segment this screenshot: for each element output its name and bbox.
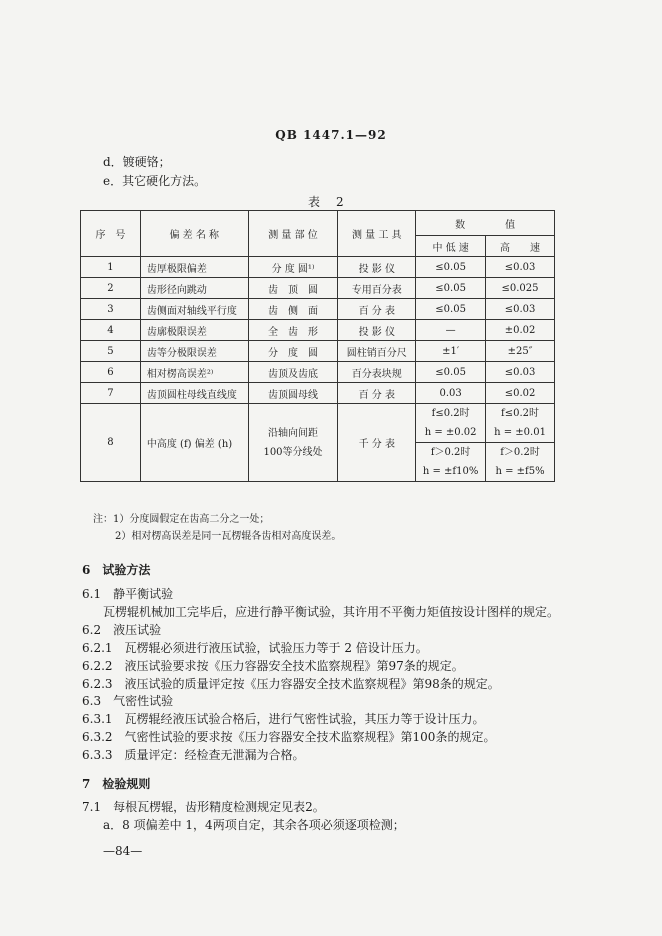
cell-no: 8 — [81, 404, 141, 482]
cell-name: 相对楞高误差²⁾ — [140, 362, 248, 383]
paragraph-6-2-2: 6.2.2 液压试验要求按《压力容器安全技术监察规程》第97条的规定。 — [82, 659, 464, 673]
cell-part: 齿顶圆母线 — [248, 383, 338, 404]
cell-low: ≤0.05 — [416, 362, 486, 383]
paragraph-6-2-1: 6.2.1 瓦楞辊必须进行液压试验，试验压力等于 2 倍设计压力。 — [82, 641, 428, 655]
cell-tool: 百 分 表 — [338, 383, 416, 404]
paragraph-6-3-1: 6.3.1 瓦楞辊经液压试验合格后，进行气密性试验，其压力等于设计压力。 — [82, 712, 485, 726]
list-item-a: a．8 项偏差中 1，4两项自定，其余各项必须逐项检测； — [103, 818, 405, 832]
cell-high — [486, 404, 555, 443]
cell-high: ≤0.02 — [486, 383, 555, 404]
cell-high: ≤0.025 — [486, 278, 555, 299]
cell-high: ≤0.03 — [486, 299, 555, 320]
cell-high-cond: f＞0.2时 — [500, 447, 540, 458]
precision-table — [80, 210, 555, 482]
col-head-low-speed: 中 低 速 — [416, 236, 486, 257]
table-row — [81, 320, 555, 341]
paragraph-6-1: 瓦楞辊机械加工完毕后，应进行静平衡试验，其许用不平衡力矩值按设计图样的规定。 — [103, 605, 560, 619]
cell-name: 中高度 (f) 偏差 (h) — [140, 404, 248, 482]
paragraph-6-3-3: 6.3.3 质量评定：经检查无泄漏为合格。 — [82, 748, 305, 762]
paragraph-6-3-2: 6.3.2 气密性试验的要求按《压力容器安全技术监察规程》第100条的规定。 — [82, 730, 496, 744]
cell-low — [416, 404, 486, 443]
cell-no: 5 — [81, 341, 141, 362]
cell-low: ±1′ — [416, 341, 486, 362]
cell-no: 4 — [81, 320, 141, 341]
cell-tool: 百分表块规 — [338, 362, 416, 383]
cell-tool: 百 分 表 — [338, 299, 416, 320]
list-item-e: e．其它硬化方法。 — [103, 174, 207, 188]
col-head-seq: 序 号 — [81, 211, 141, 257]
col-head-value: 数 值 — [416, 211, 555, 236]
cell-high — [486, 443, 555, 482]
table-row — [81, 362, 555, 383]
cell-name: 齿顶圆柱母线直线度 — [140, 383, 248, 404]
col-head-high-speed: 高 速 — [486, 236, 555, 257]
cell-tool: 专用百分表 — [338, 278, 416, 299]
cell-part-line2: 100等分线处 — [263, 446, 323, 458]
cell-no: 3 — [81, 299, 141, 320]
col-head-part: 测 量 部 位 — [248, 211, 338, 257]
cell-part — [248, 404, 338, 482]
table-row — [81, 404, 555, 443]
cell-high-val: h = ±f5% — [495, 466, 545, 477]
cell-part-line1: 沿轴向间距 — [268, 427, 318, 439]
list-item-d: d．镀硬铬； — [103, 155, 171, 169]
page-number: —84— — [103, 844, 143, 858]
cell-name: 齿等分极限误差 — [140, 341, 248, 362]
cell-no: 1 — [81, 257, 141, 278]
standard-code-header: QB 1447.1—92 — [275, 128, 387, 142]
cell-part: 分 度 圆¹⁾ — [248, 257, 338, 278]
cell-low-cond: f≤0.2时 — [431, 408, 470, 419]
cell-part: 齿 顶 圆 — [248, 278, 338, 299]
cell-low: ≤0.05 — [416, 299, 486, 320]
cell-low: ≤0.05 — [416, 257, 486, 278]
cell-low-val: h = ±f10% — [422, 466, 479, 477]
cell-name: 齿侧面对轴线平行度 — [140, 299, 248, 320]
cell-tool: 千 分 表 — [338, 404, 416, 482]
table-note-1: 注：1）分度圆假定在齿高二分之一处； — [93, 514, 270, 525]
table-caption: 表 2 — [308, 195, 346, 209]
subsection-heading-7-1: 7.1 每根瓦楞辊，齿形精度检测规定见表2。 — [82, 800, 325, 814]
cell-no: 6 — [81, 362, 141, 383]
cell-name: 齿形径向跳动 — [140, 278, 248, 299]
subsection-heading-6-1: 6.1 静平衡试验 — [82, 587, 174, 601]
col-head-tool: 测 量 工 具 — [338, 211, 416, 257]
section-heading-6: 6 试验方法 — [82, 563, 151, 577]
cell-high: ±0.02 — [486, 320, 555, 341]
cell-name: 齿廓极限误差 — [140, 320, 248, 341]
cell-part: 全 齿 形 — [248, 320, 338, 341]
table-row — [81, 299, 555, 320]
cell-high-cond: f≤0.2时 — [501, 408, 540, 419]
cell-high-val: h = ±0.01 — [494, 427, 546, 438]
section-heading-7: 7 检验规则 — [82, 777, 151, 791]
paragraph-6-2-3: 6.2.3 液压试验的质量评定按《压力容器安全技术监察规程》第98条的规定。 — [82, 677, 500, 691]
cell-low: — — [416, 320, 486, 341]
subsection-heading-6-3: 6.3 气密性试验 — [82, 694, 174, 708]
cell-high: ≤0.03 — [486, 362, 555, 383]
cell-part: 齿顶及齿底 — [248, 362, 338, 383]
cell-part: 齿 侧 面 — [248, 299, 338, 320]
table-row — [81, 257, 555, 278]
table-row — [81, 278, 555, 299]
cell-no: 2 — [81, 278, 141, 299]
table-row — [81, 383, 555, 404]
cell-high: ±25″ — [486, 341, 555, 362]
cell-low: 0.03 — [416, 383, 486, 404]
cell-name: 齿厚极限偏差 — [140, 257, 248, 278]
subsection-heading-6-2: 6.2 液压试验 — [82, 623, 162, 637]
cell-low: ≤0.05 — [416, 278, 486, 299]
table-row — [81, 341, 555, 362]
table-note-2: 2）相对楞高误差是同一瓦楞辊各齿相对高度误差。 — [115, 531, 342, 542]
cell-tool: 圆柱销百分尺 — [338, 341, 416, 362]
cell-low-val: h = ±0.02 — [424, 427, 477, 438]
cell-part: 分 度 圆 — [248, 341, 338, 362]
cell-high: ≤0.03 — [486, 257, 555, 278]
col-head-name: 偏 差 名 称 — [140, 211, 248, 257]
cell-low — [416, 443, 486, 482]
cell-low-cond: f＞0.2时 — [430, 447, 471, 458]
cell-no: 7 — [81, 383, 141, 404]
cell-tool: 投 影 仪 — [338, 257, 416, 278]
cell-tool: 投 影 仪 — [338, 320, 416, 341]
